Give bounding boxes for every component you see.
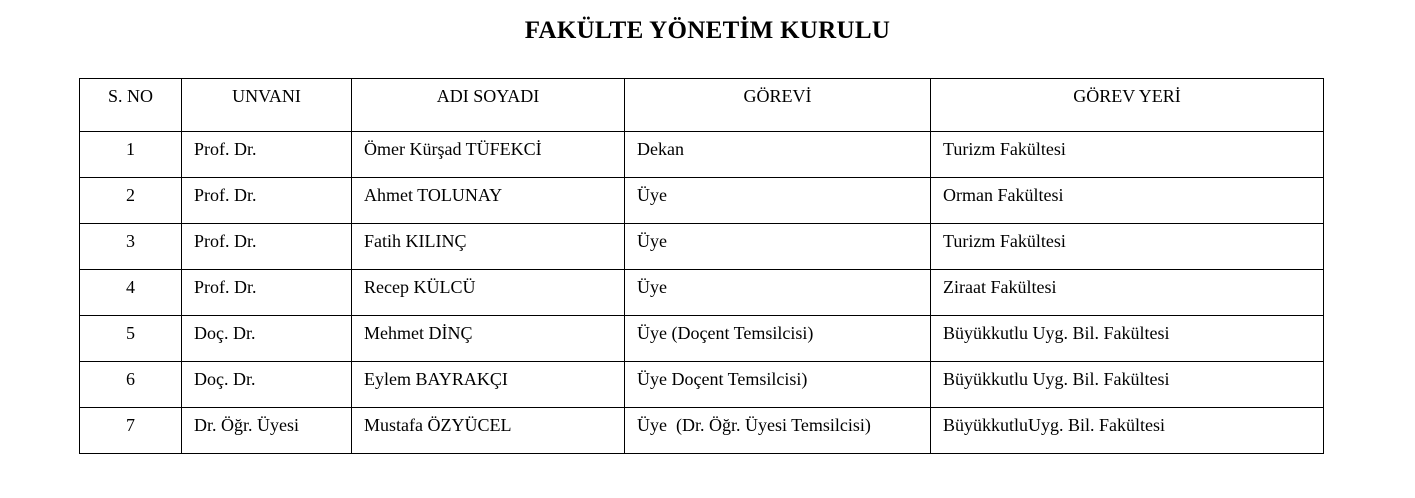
cell-sno: 1 xyxy=(80,132,182,178)
header-name: ADI SOYADI xyxy=(352,79,625,132)
cell-workplace: Büyükkutlu Uyg. Bil. Fakültesi xyxy=(931,316,1324,362)
cell-title: Doç. Dr. xyxy=(182,316,352,362)
table-row xyxy=(80,224,1324,270)
cell-name: Mustafa ÖZYÜCEL xyxy=(352,408,625,454)
table-row xyxy=(80,270,1324,316)
cell-duty: Dekan xyxy=(625,132,931,178)
cell-sno: 7 xyxy=(80,408,182,454)
cell-title: Prof. Dr. xyxy=(182,132,352,178)
cell-workplace: Orman Fakültesi xyxy=(931,178,1324,224)
cell-name: Fatih KILINÇ xyxy=(352,224,625,270)
board-members-table xyxy=(79,78,1324,454)
cell-workplace: Turizm Fakültesi xyxy=(931,132,1324,178)
header-duty: GÖREVİ xyxy=(625,79,931,132)
cell-name: Eylem BAYRAKÇI xyxy=(352,362,625,408)
cell-workplace: Ziraat Fakültesi xyxy=(931,270,1324,316)
table-row xyxy=(80,408,1324,454)
cell-name: Recep KÜLCÜ xyxy=(352,270,625,316)
header-workplace: GÖREV YERİ xyxy=(931,79,1324,132)
cell-duty: Üye xyxy=(625,224,931,270)
cell-duty: Üye xyxy=(625,270,931,316)
cell-title: Dr. Öğr. Üyesi xyxy=(182,408,352,454)
cell-title: Doç. Dr. xyxy=(182,362,352,408)
cell-sno: 3 xyxy=(80,224,182,270)
table-row xyxy=(80,178,1324,224)
cell-duty: Üye (Doçent Temsilcisi) xyxy=(625,316,931,362)
cell-sno: 6 xyxy=(80,362,182,408)
cell-title: Prof. Dr. xyxy=(182,270,352,316)
cell-workplace: BüyükkutluUyg. Bil. Fakültesi xyxy=(931,408,1324,454)
cell-name: Ahmet TOLUNAY xyxy=(352,178,625,224)
cell-workplace: Büyükkutlu Uyg. Bil. Fakültesi xyxy=(931,362,1324,408)
table-row xyxy=(80,316,1324,362)
cell-name: Ömer Kürşad TÜFEKCİ xyxy=(352,132,625,178)
cell-duty: Üye Doçent Temsilcisi) xyxy=(625,362,931,408)
cell-title: Prof. Dr. xyxy=(182,224,352,270)
cell-duty: Üye (Dr. Öğr. Üyesi Temsilcisi) xyxy=(625,408,931,454)
cell-duty: Üye xyxy=(625,178,931,224)
header-sno: S. NO xyxy=(80,79,182,132)
cell-title: Prof. Dr. xyxy=(182,178,352,224)
table-row xyxy=(80,132,1324,178)
header-title: UNVANI xyxy=(182,79,352,132)
cell-sno: 4 xyxy=(80,270,182,316)
cell-name: Mehmet DİNÇ xyxy=(352,316,625,362)
header-row xyxy=(80,79,1324,132)
cell-workplace: Turizm Fakültesi xyxy=(931,224,1324,270)
table-body xyxy=(80,132,1324,454)
cell-sno: 2 xyxy=(80,178,182,224)
cell-sno: 5 xyxy=(80,316,182,362)
page-title: FAKÜLTE YÖNETİM KURULU xyxy=(524,17,891,44)
table-header xyxy=(80,79,1324,132)
table-row xyxy=(80,362,1324,408)
